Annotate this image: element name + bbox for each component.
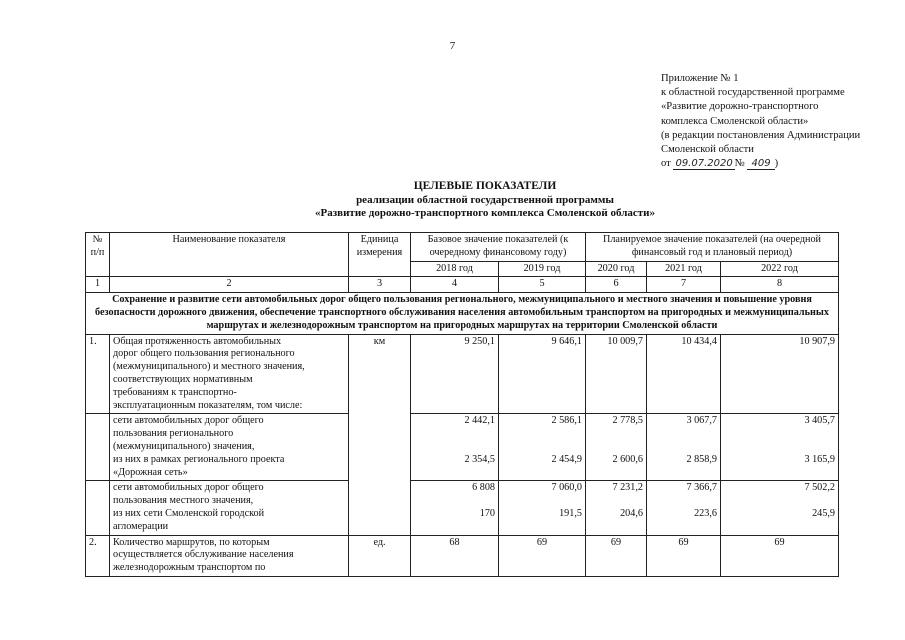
value: 6 808: [472, 482, 495, 494]
row-name-line: осуществляется обслуживание населения: [113, 549, 294, 561]
row-unit: км: [349, 334, 411, 535]
appendix-line: Смоленской области: [661, 144, 754, 156]
number-prefix: №: [734, 158, 745, 170]
row-name-line: агломерации: [113, 520, 169, 532]
column-number: 7: [647, 277, 721, 293]
sub-value: 170: [479, 508, 495, 520]
row-name: [110, 535, 349, 576]
sub-value: 204,6: [620, 508, 643, 520]
value-cell: [499, 414, 586, 481]
column-number: 3: [349, 277, 411, 293]
value-cell: [411, 481, 499, 535]
value: 7 502,2: [804, 482, 835, 494]
value-cell: 9 646,1: [499, 334, 586, 414]
row-name-line: из них в рамках регионального проекта: [113, 453, 285, 465]
row-name-line: железнодорожным транспортом по: [113, 562, 266, 574]
header-name: Наименование показателя: [110, 233, 349, 277]
appendix-block: [661, 72, 901, 171]
value: 7 231,2: [612, 482, 643, 494]
value: 3 405,7: [804, 415, 835, 427]
header-year: 2020 год: [586, 261, 647, 277]
value-cell: 10 907,9: [721, 334, 839, 414]
header-year: 2019 год: [499, 261, 586, 277]
sub-value: 2 354,5: [464, 454, 495, 466]
row-name-line: пользования регионального: [113, 428, 234, 440]
section-row: [86, 293, 839, 334]
row-name-line: из них сети Смоленской городской: [113, 507, 265, 519]
header-unit: Единица измерения: [349, 233, 411, 277]
row-name-line: сети автомобильных дорог общего: [113, 415, 264, 427]
row-name-line: эксплуатационным показателям, том числе:: [113, 399, 303, 411]
sub-value: 2 454,9: [551, 454, 582, 466]
title-line-2: реализации областной государственной программы: [356, 193, 614, 206]
value-cell: 69: [586, 535, 647, 576]
table-row: [86, 414, 839, 481]
value-cell: [586, 414, 647, 481]
row-name: [110, 481, 349, 535]
title-line-1: ЦЕЛЕВЫЕ ПОКАЗАТЕЛИ: [413, 180, 557, 192]
appendix-line: комплекса Смоленской области»: [661, 115, 809, 127]
row-name-line: пользования местного значения,: [113, 495, 254, 507]
row-number-empty: [86, 414, 110, 481]
row-name-line: Общая протяженность автомобильных: [113, 335, 282, 347]
sub-value: 223,6: [694, 508, 717, 520]
column-number: 6: [586, 277, 647, 293]
row-name: [110, 334, 349, 414]
sub-value: 3 165,9: [804, 454, 835, 466]
row-name: [110, 414, 349, 481]
value-cell: [647, 481, 721, 535]
value: 7 366,7: [686, 482, 717, 494]
sub-value: 2 858,9: [686, 454, 717, 466]
header-base: Базовое значение показателей (к очередному финансовому году): [411, 233, 586, 262]
appendix-line: Приложение № 1: [661, 73, 739, 84]
table-row: [86, 535, 839, 576]
header-year: 2022 год: [721, 261, 839, 277]
indicators-table: [85, 232, 839, 577]
value: 2 778,5: [612, 415, 643, 427]
value-cell: [647, 414, 721, 481]
sub-value: 191,5: [559, 508, 582, 520]
row-name-line: «Дорожная сеть»: [113, 466, 188, 478]
value: 2 442,1: [464, 415, 495, 427]
value-cell: 9 250,1: [411, 334, 499, 414]
column-numbers-row: [86, 277, 839, 293]
value-cell: [721, 481, 839, 535]
appendix-line: к областной государственной программе: [661, 87, 845, 99]
value-cell: 69: [721, 535, 839, 576]
row-name-line: Количество маршрутов, по которым: [113, 536, 270, 548]
value-cell: [721, 414, 839, 481]
header-year: 2021 год: [647, 261, 721, 277]
table-header-row: [86, 233, 839, 262]
value-cell: [586, 481, 647, 535]
header-year: 2018 год: [411, 261, 499, 277]
row-name-line: дорог общего пользования регионального: [113, 348, 295, 360]
row-name-line: (межмуниципального) значения,: [113, 440, 255, 452]
row-name-line: (межмуниципального) и местного значения,: [113, 361, 305, 373]
column-number: 2: [110, 277, 349, 293]
appendix-line: «Развитие дорожно-транспортного: [661, 101, 819, 113]
column-number: 8: [721, 277, 839, 293]
sub-value: 2 600,6: [612, 454, 643, 466]
page-number: 7: [449, 40, 456, 52]
value-cell: [411, 414, 499, 481]
header-plan: Планируемое значение показателей (на очередной финансовый год и плановый период): [586, 233, 839, 262]
sub-value: 245,9: [812, 508, 835, 520]
row-number: 1.: [86, 334, 110, 414]
table-row: [86, 334, 839, 414]
table-row: [86, 481, 839, 535]
value-cell: 69: [647, 535, 721, 576]
appendix-date-line: от 09.07.2020 № 409 ): [661, 158, 779, 170]
value-cell: 68: [411, 535, 499, 576]
value: 7 060,0: [551, 482, 582, 494]
row-number-empty: [86, 481, 110, 535]
section-title: Сохранение и развитие сети автомобильных дорог общего пользования регионального, межмуниципального и местного значения и повышение уровня безопасности дорожного движения, обеспечение транспортного обслуживания населения автомобильным транспортом на пригородных и межмуниципальных маршрутах и железнодорожным транспортом на пригородных маршрутах на территории Смоленской области: [86, 293, 839, 334]
row-unit: ед.: [349, 535, 411, 576]
value-cell: 10 009,7: [586, 334, 647, 414]
row-name-line: требованиям к транспортно-: [113, 386, 237, 398]
column-number: 1: [86, 277, 110, 293]
column-number: 4: [411, 277, 499, 293]
value-cell: 10 434,4: [647, 334, 721, 414]
value-cell: 69: [499, 535, 586, 576]
value: 3 067,7: [686, 415, 717, 427]
document-title: [290, 180, 680, 221]
column-number: 5: [499, 277, 586, 293]
appendix-line: (в редакции постановления Администрации: [661, 129, 861, 141]
value-cell: [499, 481, 586, 535]
row-name-line: сети автомобильных дорог общего: [113, 482, 264, 494]
title-line-3: «Развитие дорожно-транспортного комплекса Смоленской области»: [315, 207, 655, 219]
date-prefix: от: [661, 158, 671, 170]
row-name-line: соответствующих нормативным: [113, 373, 253, 385]
date-value: 09.07.2020: [675, 158, 733, 170]
header-num: № п/п: [86, 233, 110, 277]
row-number: 2.: [86, 535, 110, 576]
value: 2 586,1: [551, 415, 582, 427]
number-value: 409: [747, 158, 774, 170]
